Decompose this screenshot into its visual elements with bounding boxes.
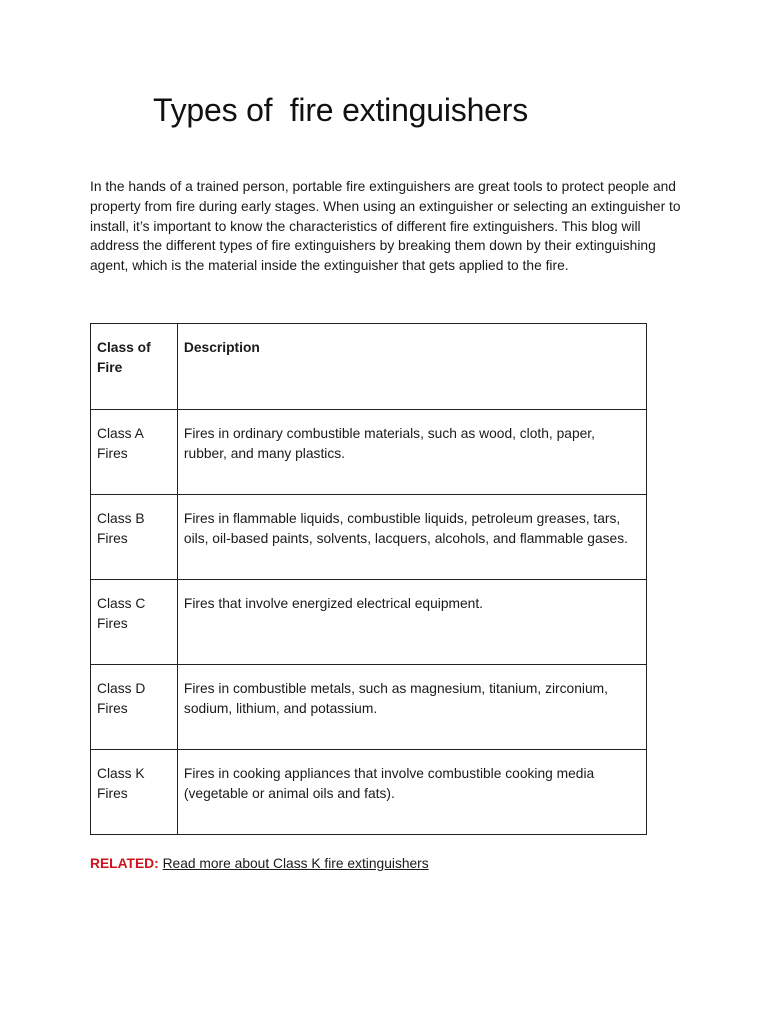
table-row bbox=[91, 580, 647, 665]
description-cell: Fires in combustible metals, such as magnesium, titanium, zirconium, sodium, lithium, and potassium. bbox=[177, 665, 646, 750]
table-row bbox=[91, 410, 647, 495]
table-row bbox=[91, 750, 647, 835]
page-title: Types of fire extinguishers bbox=[153, 92, 529, 128]
fire-class-cell: Class A Fires bbox=[91, 410, 178, 495]
fire-class-cell: Class C Fires bbox=[91, 580, 178, 665]
description-cell: Fires in flammable liquids, combustible liquids, petroleum greases, tars, oils, oil-based paints, solvents, lacquers, alcohols, and flammable gases. bbox=[177, 495, 646, 580]
description-cell: Fires in ordinary combustible materials, such as wood, cloth, paper, rubber, and many plastics. bbox=[177, 410, 646, 495]
intro-paragraph: In the hands of a trained person, portable fire extinguishers are great tools to protect people and property from fire during early stages. When using an extinguisher or selecting an extinguisher to install, it’s important to know the characteristics of different fire extinguishers. This blog will address the different types of fire extinguishers by breaking them down by their extinguishing agent, which is the material inside the extinguisher that gets applied to the fire. bbox=[90, 179, 681, 274]
table-row bbox=[91, 665, 647, 750]
description-cell: Fires that involve energized electrical equipment. bbox=[177, 580, 646, 665]
table-header-row bbox=[91, 324, 647, 410]
fire-class-cell: Class D Fires bbox=[91, 665, 178, 750]
class-k-link[interactable]: Read more about Class K fire extinguishers bbox=[162, 856, 429, 871]
fire-class-cell: Class K Fires bbox=[91, 750, 178, 835]
header-class-of-fire: Class of Fire bbox=[91, 324, 178, 410]
related-label: RELATED: bbox=[90, 856, 159, 871]
header-description: Description bbox=[177, 324, 646, 410]
fire-class-cell: Class B Fires bbox=[91, 495, 178, 580]
fire-classes-table bbox=[90, 323, 647, 835]
table-row bbox=[91, 495, 647, 580]
related-line bbox=[90, 854, 429, 874]
description-cell: Fires in cooking appliances that involve combustible cooking media (vegetable or animal oils and fats). bbox=[177, 750, 646, 835]
